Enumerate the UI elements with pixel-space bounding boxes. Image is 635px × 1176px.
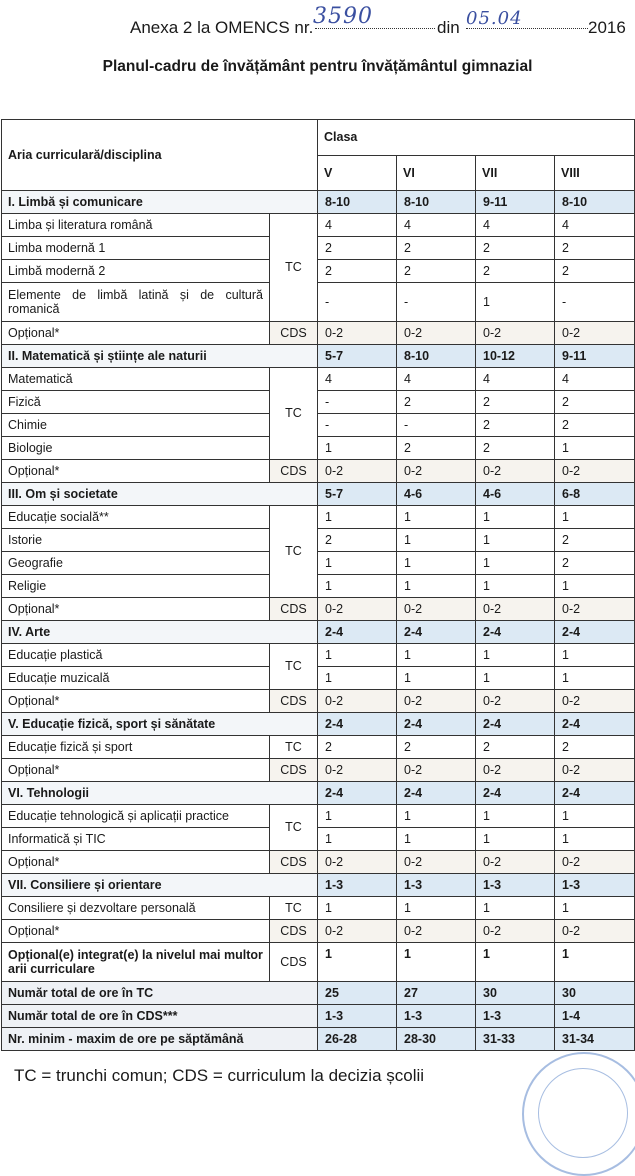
total-hours: 28-30 xyxy=(397,1028,476,1051)
subject-name: Educație fizică și sport xyxy=(2,736,270,759)
total-hours: 1-3 xyxy=(476,1005,555,1028)
subject-hours: 4 xyxy=(555,214,635,237)
subject-hours: - xyxy=(555,283,635,322)
area-hours: 5-7 xyxy=(318,483,397,506)
area-hours: 5-7 xyxy=(318,345,397,368)
optional-row xyxy=(2,322,635,345)
subject-hours: 2 xyxy=(555,260,635,283)
area-hours: 1-3 xyxy=(555,874,635,897)
subject-name: Geografie xyxy=(2,552,270,575)
optional-row xyxy=(2,851,635,874)
subject-name: Limba și literatura română xyxy=(2,214,270,237)
integrated-optional-hours: 1 xyxy=(397,943,476,982)
subject-name: Chimie xyxy=(2,414,270,437)
cds-label: CDS xyxy=(270,759,318,782)
total-row xyxy=(2,982,635,1005)
order-number-handwritten: 3590 xyxy=(313,4,373,29)
optional-hours: 0-2 xyxy=(318,460,397,483)
subject-row xyxy=(2,283,635,322)
official-stamp xyxy=(522,1052,635,1176)
subject-hours: - xyxy=(397,283,476,322)
optional-hours: 0-2 xyxy=(555,690,635,713)
subject-hours: 1 xyxy=(397,897,476,920)
subject-hours: 4 xyxy=(476,214,555,237)
subject-hours: 2 xyxy=(397,736,476,759)
optional-name: Opțional* xyxy=(2,851,270,874)
subject-hours: 1 xyxy=(555,575,635,598)
optional-hours: 0-2 xyxy=(318,690,397,713)
tc-label: TC xyxy=(270,736,318,759)
area-hours: 6-8 xyxy=(555,483,635,506)
area-hours: 2-4 xyxy=(476,713,555,736)
optional-row xyxy=(2,920,635,943)
cds-label: CDS xyxy=(270,598,318,621)
subject-row xyxy=(2,237,635,260)
integrated-optional-row xyxy=(2,943,635,982)
total-hours: 26-28 xyxy=(318,1028,397,1051)
total-row xyxy=(2,1005,635,1028)
area-row xyxy=(2,483,635,506)
optional-hours: 0-2 xyxy=(397,920,476,943)
optional-hours: 0-2 xyxy=(476,920,555,943)
tc-label: TC xyxy=(270,368,318,460)
optional-name: Opțional* xyxy=(2,598,270,621)
optional-hours: 0-2 xyxy=(476,690,555,713)
subject-name: Limba modernă 1 xyxy=(2,237,270,260)
optional-hours: 0-2 xyxy=(476,460,555,483)
tc-label: TC xyxy=(270,897,318,920)
total-row xyxy=(2,1028,635,1051)
area-name: V. Educație fizică, sport și sănătate xyxy=(2,713,318,736)
total-hours: 31-34 xyxy=(555,1028,635,1051)
din-label: din xyxy=(437,18,460,37)
area-hours: 8-10 xyxy=(318,191,397,214)
area-hours: 2-4 xyxy=(397,621,476,644)
subject-hours: 1 xyxy=(476,552,555,575)
subject-hours: 1 xyxy=(555,667,635,690)
subject-hours: 4 xyxy=(555,368,635,391)
grade-header: VIII xyxy=(555,155,635,191)
subject-hours: 2 xyxy=(318,237,397,260)
subject-row xyxy=(2,506,635,529)
subject-hours: 2 xyxy=(555,552,635,575)
subject-hours: 2 xyxy=(397,237,476,260)
subject-row xyxy=(2,368,635,391)
optional-hours: 0-2 xyxy=(397,851,476,874)
area-name: VI. Tehnologii xyxy=(2,782,318,805)
optional-hours: 0-2 xyxy=(555,322,635,345)
area-name: IV. Arte xyxy=(2,621,318,644)
clasa-header: Clasa xyxy=(318,120,635,156)
subject-hours: 2 xyxy=(555,736,635,759)
subject-hours: 1 xyxy=(555,506,635,529)
subject-hours: 1 xyxy=(397,644,476,667)
optional-hours: 0-2 xyxy=(318,322,397,345)
optional-name: Opțional* xyxy=(2,460,270,483)
subject-name: Consiliere și dezvoltare personală xyxy=(2,897,270,920)
subject-hours: 1 xyxy=(397,506,476,529)
subject-hours: 2 xyxy=(397,437,476,460)
optional-hours: 0-2 xyxy=(397,322,476,345)
subject-name: Educație socială** xyxy=(2,506,270,529)
subject-hours: 2 xyxy=(476,260,555,283)
subject-hours: 2 xyxy=(318,260,397,283)
subject-hours: 1 xyxy=(476,575,555,598)
area-hours: 9-11 xyxy=(476,191,555,214)
subject-hours: 4 xyxy=(476,368,555,391)
optional-name: Opțional* xyxy=(2,322,270,345)
total-hours: 30 xyxy=(476,982,555,1005)
subject-hours: 2 xyxy=(318,529,397,552)
subject-hours: 2 xyxy=(397,391,476,414)
area-hours: 2-4 xyxy=(318,713,397,736)
subject-hours: 1 xyxy=(318,506,397,529)
total-hours: 1-3 xyxy=(397,1005,476,1028)
subject-hours: 1 xyxy=(397,805,476,828)
optional-row xyxy=(2,759,635,782)
area-name: I. Limbă și comunicare xyxy=(2,191,318,214)
optional-hours: 0-2 xyxy=(397,598,476,621)
area-hours: 1-3 xyxy=(476,874,555,897)
integrated-optional-hours: 1 xyxy=(555,943,635,982)
subject-hours: 1 xyxy=(318,897,397,920)
subject-hours: 1 xyxy=(476,506,555,529)
total-hours: 30 xyxy=(555,982,635,1005)
subject-hours: 2 xyxy=(555,237,635,260)
legend-footnote: TC = trunchi comun; CDS = curriculum la decizia școlii xyxy=(14,1066,425,1085)
subject-hours: 2 xyxy=(476,391,555,414)
optional-name: Opțional* xyxy=(2,690,270,713)
area-hours: 2-4 xyxy=(318,782,397,805)
optional-row xyxy=(2,460,635,483)
cds-label: CDS xyxy=(270,322,318,345)
area-hours: 2-4 xyxy=(397,713,476,736)
area-row xyxy=(2,621,635,644)
subject-hours: 1 xyxy=(397,828,476,851)
area-row xyxy=(2,345,635,368)
area-row xyxy=(2,782,635,805)
subject-hours: - xyxy=(397,414,476,437)
total-name: Nr. minim - maxim de ore pe săptămână xyxy=(2,1028,318,1051)
subject-hours: 1 xyxy=(318,575,397,598)
subject-name: Biologie xyxy=(2,437,270,460)
area-hours: 1-3 xyxy=(397,874,476,897)
subject-hours: 2 xyxy=(476,414,555,437)
area-hours: 8-10 xyxy=(397,345,476,368)
date-handwritten: 05.04 xyxy=(466,8,523,29)
cds-label: CDS xyxy=(270,460,318,483)
optional-hours: 0-2 xyxy=(318,598,397,621)
subject-hours: 1 xyxy=(476,667,555,690)
cds-label: CDS xyxy=(270,851,318,874)
area-hours: 10-12 xyxy=(476,345,555,368)
grade-header: VII xyxy=(476,155,555,191)
subject-row xyxy=(2,644,635,667)
total-name: Număr total de ore în CDS*** xyxy=(2,1005,318,1028)
optional-name: Opțional* xyxy=(2,920,270,943)
subject-name: Istorie xyxy=(2,529,270,552)
subject-name: Limbă modernă 2 xyxy=(2,260,270,283)
subject-hours: 2 xyxy=(555,414,635,437)
subject-hours: 2 xyxy=(318,736,397,759)
subject-hours: 1 xyxy=(318,644,397,667)
area-hours: 8-10 xyxy=(397,191,476,214)
total-hours: 1-3 xyxy=(318,1005,397,1028)
subject-hours: 1 xyxy=(476,283,555,322)
area-hours: 2-4 xyxy=(476,621,555,644)
area-row xyxy=(2,191,635,214)
subject-hours: 1 xyxy=(555,644,635,667)
subject-hours: 2 xyxy=(555,391,635,414)
subject-row xyxy=(2,575,635,598)
area-column-header: Aria curriculară/disciplina xyxy=(2,120,318,191)
integrated-optional-name: Opțional(e) integrat(e) la nivelul mai multor arii curriculare xyxy=(2,943,270,982)
optional-hours: 0-2 xyxy=(318,851,397,874)
optional-hours: 0-2 xyxy=(555,598,635,621)
area-hours: 4-6 xyxy=(476,483,555,506)
area-name: II. Matematică și științe ale naturii xyxy=(2,345,318,368)
subject-hours: 1 xyxy=(476,828,555,851)
subject-hours: 1 xyxy=(476,897,555,920)
subject-hours: 1 xyxy=(555,897,635,920)
area-hours: 4-6 xyxy=(397,483,476,506)
area-hours: 2-4 xyxy=(555,713,635,736)
subject-hours: - xyxy=(318,391,397,414)
total-hours: 27 xyxy=(397,982,476,1005)
document-header xyxy=(0,4,635,44)
subject-row xyxy=(2,214,635,237)
subject-name: Matematică xyxy=(2,368,270,391)
subject-name: Elemente de limbă latină și de cultură romanică xyxy=(2,283,270,322)
subject-name: Educație plastică xyxy=(2,644,270,667)
subject-row xyxy=(2,667,635,690)
subject-hours: 1 xyxy=(555,828,635,851)
curriculum-table xyxy=(1,119,635,1051)
subject-name: Religie xyxy=(2,575,270,598)
year-label: 2016 xyxy=(588,18,626,37)
grade-header: VI xyxy=(397,155,476,191)
optional-hours: 0-2 xyxy=(555,759,635,782)
optional-hours: 0-2 xyxy=(397,460,476,483)
area-name: III. Om și societate xyxy=(2,483,318,506)
subject-hours: 1 xyxy=(476,644,555,667)
optional-row xyxy=(2,690,635,713)
subject-row xyxy=(2,805,635,828)
grade-header: V xyxy=(318,155,397,191)
integrated-optional-hours: 1 xyxy=(318,943,397,982)
cds-label: CDS xyxy=(270,920,318,943)
curriculum-table-body xyxy=(2,120,635,1051)
optional-hours: 0-2 xyxy=(318,759,397,782)
subject-hours: - xyxy=(318,414,397,437)
subject-hours: 1 xyxy=(318,437,397,460)
optional-hours: 0-2 xyxy=(476,322,555,345)
subject-name: Educație tehnologică și aplicații practice xyxy=(2,805,270,828)
subject-hours: 1 xyxy=(555,805,635,828)
total-hours: 1-4 xyxy=(555,1005,635,1028)
total-hours: 25 xyxy=(318,982,397,1005)
total-name: Număr total de ore în TC xyxy=(2,982,318,1005)
subject-hours: 1 xyxy=(318,828,397,851)
optional-hours: 0-2 xyxy=(318,920,397,943)
subject-hours: 4 xyxy=(397,214,476,237)
optional-row xyxy=(2,598,635,621)
area-hours: 2-4 xyxy=(555,621,635,644)
optional-hours: 0-2 xyxy=(397,690,476,713)
tc-label: TC xyxy=(270,214,318,322)
tc-label: TC xyxy=(270,506,318,598)
subject-row xyxy=(2,552,635,575)
subject-hours: 2 xyxy=(476,237,555,260)
integrated-optional-hours: 1 xyxy=(476,943,555,982)
document-title: Planul-cadru de învățământ pentru învățământul gimnazial xyxy=(102,58,533,75)
tc-label: TC xyxy=(270,805,318,851)
subject-hours: 1 xyxy=(397,575,476,598)
subject-name: Educație muzicală xyxy=(2,667,270,690)
subject-row xyxy=(2,437,635,460)
subject-row xyxy=(2,260,635,283)
cds-label: CDS xyxy=(270,690,318,713)
total-hours: 31-33 xyxy=(476,1028,555,1051)
subject-name: Informatică și TIC xyxy=(2,828,270,851)
area-hours: 2-4 xyxy=(397,782,476,805)
subject-hours: 2 xyxy=(397,260,476,283)
optional-hours: 0-2 xyxy=(555,460,635,483)
subject-hours: 2 xyxy=(476,736,555,759)
subject-hours: 1 xyxy=(476,805,555,828)
subject-hours: 1 xyxy=(318,552,397,575)
area-row xyxy=(2,713,635,736)
subject-hours: 2 xyxy=(555,529,635,552)
subject-hours: 2 xyxy=(476,437,555,460)
optional-hours: 0-2 xyxy=(476,598,555,621)
subject-row xyxy=(2,414,635,437)
subject-hours: 4 xyxy=(397,368,476,391)
subject-hours: 1 xyxy=(555,437,635,460)
subject-hours: 1 xyxy=(397,552,476,575)
area-name: VII. Consiliere și orientare xyxy=(2,874,318,897)
area-hours: 2-4 xyxy=(318,621,397,644)
subject-row xyxy=(2,391,635,414)
subject-row xyxy=(2,736,635,759)
area-hours: 2-4 xyxy=(476,782,555,805)
subject-hours: 4 xyxy=(318,214,397,237)
subject-row xyxy=(2,897,635,920)
area-hours: 8-10 xyxy=(555,191,635,214)
subject-hours: 1 xyxy=(318,805,397,828)
subject-hours: 1 xyxy=(318,667,397,690)
optional-name: Opțional* xyxy=(2,759,270,782)
subject-row xyxy=(2,529,635,552)
tc-label: TC xyxy=(270,644,318,690)
optional-hours: 0-2 xyxy=(476,759,555,782)
area-row xyxy=(2,874,635,897)
subject-row xyxy=(2,828,635,851)
subject-name: Fizică xyxy=(2,391,270,414)
subject-hours: 1 xyxy=(476,529,555,552)
header-row-1 xyxy=(2,120,635,156)
optional-hours: 0-2 xyxy=(397,759,476,782)
subject-hours: 1 xyxy=(397,529,476,552)
optional-hours: 0-2 xyxy=(555,851,635,874)
subject-hours: 1 xyxy=(397,667,476,690)
area-hours: 2-4 xyxy=(555,782,635,805)
area-hours: 1-3 xyxy=(318,874,397,897)
subject-hours: - xyxy=(318,283,397,322)
optional-hours: 0-2 xyxy=(476,851,555,874)
annex-label: Anexa 2 la OMENCS nr. xyxy=(130,18,314,37)
optional-hours: 0-2 xyxy=(555,920,635,943)
cds-label: CDS xyxy=(270,943,318,982)
subject-hours: 4 xyxy=(318,368,397,391)
area-hours: 9-11 xyxy=(555,345,635,368)
